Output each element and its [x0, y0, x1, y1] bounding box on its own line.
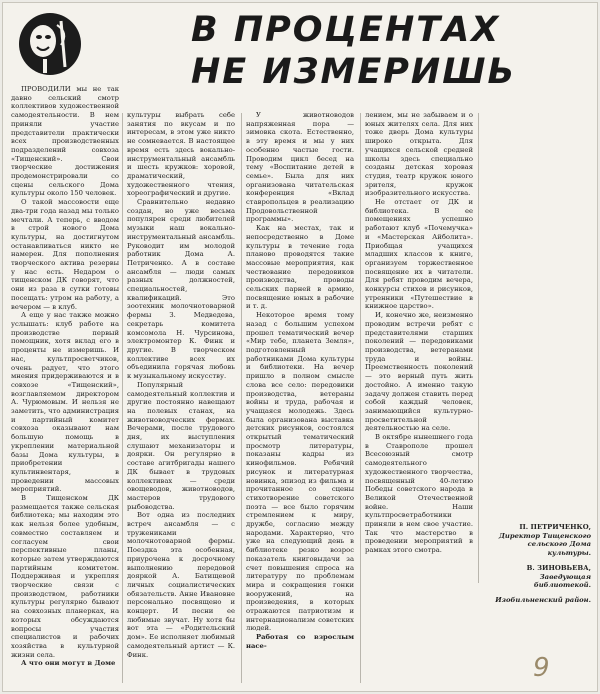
headline-line-1: В ПРОЦЕНТАХ	[191, 10, 501, 50]
headline-line-2: НЕ ИЗМЕРИШЬ	[191, 52, 517, 92]
newspaper-clipping	[2, 2, 598, 692]
theater-mask-emblem-icon	[17, 11, 83, 77]
signature-name: В. ЗИНОВЬЕВА,	[526, 563, 591, 572]
paragraph: ПРОВОДИЛИ мы не так давно сельский смотр коллективов художественной самодеятельности. В нем приняли участие представители практически всех производственных подразделений совхоза «Тищенский». Свои творческие достижения продемонстрировали со сцены сельского Дома культуры около 150 человек.	[11, 85, 119, 198]
bold-continuation: А что они могут в Доме	[21, 659, 116, 668]
paragraph: Не отстает от ДК и библиотека. В ее помещениях успешно работают клуб «Почемучка» и «Мастерская Айболита». Приобщая учащихся младших классов к книге, организуем торжественное посвящение их в читатели. Для ребят проводим вечера, конкурсы стихов и рисунков, утренники «Путешествие в книжное царство».	[365, 198, 473, 311]
signature-role: Заведующая библиотекой.	[533, 572, 591, 590]
signature-name: П. ПЕТРИЧЕНКО,	[519, 523, 591, 531]
article-column-3	[246, 111, 354, 692]
paragraph: Сравнительно недавно создан, но уже весьма популярен среди любителей музыки наш вокально-инструментальный ансамбль. Руководит им молодой работник Дома А. Петриченко. А в составе ансамбля — люди самых разных должностей, специальностей, квалификаций. Это зоотехник молочнотоварной фермы З. Медведева, секретарь комитета комсомола Н. Чурсинова, электромонтер К. Финк и другие. В творческом коллективе всех их объединила горячая любовь к музыкальному искусству.	[127, 198, 235, 381]
bold-continuation: Работая со взрослым насе-	[246, 633, 354, 650]
paragraph: О такой массовости еще два-три года назад мы только мечтали. А теперь, с вводом в строй нового Дома культуры, на достигнутом останавливаться никто не намерен. Для пополнения творческого актива резервы у нас есть. Недаром о тищенском ДК говорят, что они из раза в сутки готовы посещать: утром на работу, а вечером — в клуб.	[11, 198, 119, 311]
paragraph: У животноводов напряженная пора — зимовка скота. Естественно, в эту время и мы у них особенно частые гости. Проводим цикл бесед на тему «Воспитание детей в семье». Была для них организована читательская конференция «Вклад ставропольцев в реализацию Продовольственной программы».	[246, 111, 354, 224]
column-divider	[478, 113, 479, 583]
paragraph: культуры выбрать себе занятия по вкусам и по интересам, в этом уже никто не сомневается. В настоящее время есть здесь вокально-инструментальный ансамбль и шесть кружков: хоровой, драматический, художественного чтения, хореографический и другие.	[127, 111, 235, 198]
paragraph: Вот одна из последних встреч ансамбля — с тружениками молочнотоварной фермы. Поездка эта особенная, приурочена к досрочному выполнению передовой дояркой А. Батищевой личных социалистических обязательств. Анне Ивановне персонально посвящено и концерт. И песни ее любимые звучат. Ну хотя бы вот эта — «Родительский дом». Ее исполняет любимый самодеятельный артист — К. Финк.	[127, 511, 235, 659]
article-column-4	[365, 111, 473, 692]
column-divider	[241, 113, 242, 683]
article-headline	[191, 9, 591, 93]
handwritten-page-number: 9	[533, 653, 550, 683]
column-divider	[122, 113, 123, 683]
paragraph: Некоторое время тому назад с большим успехом прошел тематический вечер «Мир тебе, планета Земля», подготовленный работниками Дома культуры и библиотеки. На вечер пришло в полном смысле слова все село: передовики производства, ветераны войны и труда, рабочая и учащаяся молодежь. Здесь была организована выставка детских рисунков, состоялся открытый тематический просмотр литературы, показаны кадры из кинофильмов. Ребячий рисунок и литературная новинка, эпизод из фильма и прочитанное со сцены стихотворение советского поэта — все было горячим стремлением к миру, дружбе, согласию между народами. Характерно, что уже на следующий день в библиотеке резко возрос показатель книговыдачи за счет повышения спроса на литературу по проблемам мира и сокращения гонки вооружений, на произведения, в которых отражаются патриотизм и интернационализм советских людей.	[246, 311, 354, 633]
article-column-1	[11, 85, 119, 687]
paragraph: В октябре нынешнего года в Ставрополе прошел Всесоюзный смотр самодеятельного художественного творчества, посвященный 40-летию Победы советского народа в Великой Отечественной войне. Наши культпросветработники приняли в нем свое участие. Так что мастерство в проведении мероприятий в рамках этого смотра.	[365, 433, 473, 555]
paragraph: А еще у нас также можно услышать: клуб работе на производстве первый помощник, хотя вклад его в проценты не измеришь. И нас, культпросветчиков, очень радует, что этого мнения придерживаются и в совхозе «Тищенский», возглавляемом директором А. Чурюмовым. И нельзя не заметить, что администрация и партийный комитет совхоза оказывают нам большую помощь в укреплении материальной базы Дома культуры, в приобретении культинвентаря, в проведении массовых мероприятий.	[11, 311, 119, 494]
paragraph: Популярный самодеятельный коллектив и другие постоянно навещают на полевых станах, на животноводческих фермах. Вечерами, после трудового дня, их выступления слушают механизаторы и доярки. Он регулярно в составе агитбригады нашего ДК бывает в трудовых коллективах — среди овощеводов, животноводов, мастеров трудового рыбоводства.	[127, 380, 235, 511]
signature-role: Директор Тищенского сельского Дома культуры.	[498, 531, 591, 558]
article-column-2	[127, 111, 235, 692]
paragraph: В Тищенском ДК размещается также сельская библиотека; мы находим это как нельзя более удобным, совместно составляем и согласуем свои перспективные планы, которые затем утверждаются партийным комитетом. Поддерживая и укрепляя творческие связи с производством, работники культуры регулярно бывают на совхозных планерках, на которых обсуждаются вопросы участия специалистов и рабочих хозяйства в культурной жизни села.	[11, 494, 119, 659]
paragraph: И, конечно же, неизменно проводим встречи ребят с представителями старших поколений — передовиками производства, ветеранами труда и войны. Преемственность поколений — это верный путь жить достойно. А именно такую задачу должен ставить перед собой каждый человек, занимающийся культурно-просветительной деятельностью на селе.	[365, 311, 473, 433]
article-column-5	[483, 523, 591, 673]
district-label: Изобильненский район.	[495, 595, 591, 604]
paragraph: лением, мы не забываем и о юных жителях села. Для них тоже дверь Дома культуры широко открыта. Для учащихся сельской средней школы здесь специально созданы детская хоровая студия, театр кружок юного зрителя, кружок изобразительного искусства.	[365, 111, 473, 198]
paragraph: Как на местах, так и непосредственно в Доме культуры в течение года планово проводятся такие массовые мероприятия, как чествование передовиков производства, проводы сельских парней в армию, посвящение юных в рабочие и т. д.	[246, 224, 354, 311]
column-divider	[360, 113, 361, 683]
